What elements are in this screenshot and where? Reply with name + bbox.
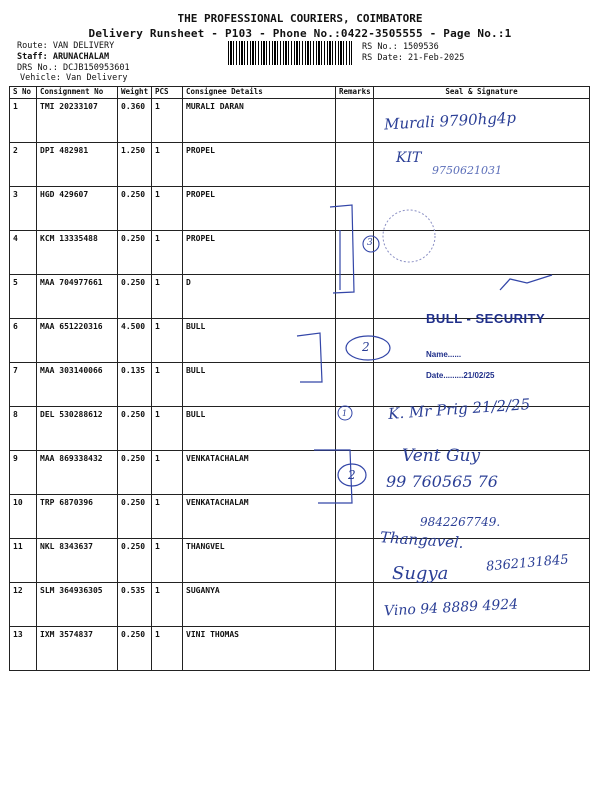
cell-sno: 4	[10, 231, 37, 275]
cell-weight: 0.135	[118, 363, 152, 407]
cell-consignment: MAA 704977661	[37, 275, 118, 319]
cell-consignee: VINI THOMAS	[183, 627, 336, 671]
cell-consignment: SLM 364936305	[37, 583, 118, 627]
cell-sno: 1	[10, 99, 37, 143]
cell-sno: 7	[10, 363, 37, 407]
table-row	[10, 627, 590, 671]
cell-weight: 0.535	[118, 583, 152, 627]
phone-row-11: 9842267749.	[420, 515, 501, 529]
table-row	[10, 451, 590, 495]
cell-remarks	[336, 99, 374, 143]
route-label: Route: VAN DELIVERY	[17, 41, 115, 51]
col-header-sno: S No	[10, 87, 37, 99]
col-header-consignee: Consignee Details	[183, 87, 336, 99]
signature-row-12: Sugya	[392, 563, 449, 584]
cell-consignment: NKL 8343637	[37, 539, 118, 583]
cell-consignee: PROPEL	[183, 143, 336, 187]
cell-consignee: PROPEL	[183, 187, 336, 231]
cell-sno: 5	[10, 275, 37, 319]
cell-weight: 0.250	[118, 627, 152, 671]
phone-row-2: 9750621031	[432, 164, 502, 177]
cell-consignment: DEL 530288612	[37, 407, 118, 451]
table-row	[10, 495, 590, 539]
cell-signature	[374, 627, 590, 671]
cell-weight: 0.250	[118, 539, 152, 583]
signature-row-11: Thangavel.	[379, 528, 465, 552]
cell-pcs: 1	[152, 539, 183, 583]
cell-pcs: 1	[152, 143, 183, 187]
cell-consignment: MAA 303140066	[37, 363, 118, 407]
cell-consignee: PROPEL	[183, 231, 336, 275]
cell-pcs: 1	[152, 363, 183, 407]
signature-row-8: K. Mr Prig 21/2/25	[387, 395, 531, 423]
cell-sno: 13	[10, 627, 37, 671]
phone-row-10: 99 760565 76	[386, 472, 498, 491]
cell-sno: 8	[10, 407, 37, 451]
table-row	[10, 187, 590, 231]
cell-pcs: 1	[152, 275, 183, 319]
table-row	[10, 143, 590, 187]
cell-weight: 0.250	[118, 495, 152, 539]
cell-remarks	[336, 187, 374, 231]
col-header-weight: Weight	[118, 87, 152, 99]
cell-pcs: 1	[152, 407, 183, 451]
cell-consignee: BULL	[183, 363, 336, 407]
rs-date: RS Date: 21-Feb-2025	[362, 53, 465, 63]
cell-consignment: MAA 651220316	[37, 319, 118, 363]
cell-pcs: 1	[152, 495, 183, 539]
cell-consignee: VENKATACHALAM	[183, 495, 336, 539]
table-row	[10, 231, 590, 275]
phone-row-12: 8362131845	[485, 552, 570, 575]
remark-mark-1: 1	[342, 409, 348, 418]
cell-consignment: HGD 429607	[37, 187, 118, 231]
cell-weight: 0.250	[118, 407, 152, 451]
cell-weight: 1.250	[118, 143, 152, 187]
signature-row-2: KIT	[396, 150, 422, 166]
cell-consignment: TMI 20233107	[37, 99, 118, 143]
cell-weight: 4.500	[118, 319, 152, 363]
cell-pcs: 1	[152, 99, 183, 143]
cell-consignee: BULL	[183, 407, 336, 451]
cell-pcs: 1	[152, 231, 183, 275]
signature-row-13: Vino 94 8889 4924	[383, 596, 519, 620]
cell-sno: 11	[10, 539, 37, 583]
cell-sno: 12	[10, 583, 37, 627]
remark-mark-3: 3	[367, 238, 373, 248]
cell-sno: 3	[10, 187, 37, 231]
runsheet-table	[9, 86, 590, 671]
remark-mark-2a: 2	[362, 340, 370, 354]
col-header-pcs: PCS	[152, 87, 183, 99]
cell-sno: 9	[10, 451, 37, 495]
cell-consignment: IXM 3574837	[37, 627, 118, 671]
cell-remarks	[336, 275, 374, 319]
bull-security-stamp: BULL - SECURITY	[426, 311, 546, 326]
cell-consignment: DPI 482981	[37, 143, 118, 187]
cell-consignment: TRP 6870396	[37, 495, 118, 539]
cell-consignee: BULL	[183, 319, 336, 363]
col-header-signature: Seal & Signature	[374, 87, 590, 99]
stamp-date-line: Date.........21/02/25	[426, 371, 495, 380]
cell-weight: 0.250	[118, 231, 152, 275]
stamp-name-line: Name......	[426, 350, 462, 359]
col-header-consignment: Consignment No	[37, 87, 118, 99]
cell-pcs: 1	[152, 187, 183, 231]
rs-number: RS No.: 1509536	[362, 42, 439, 52]
staff-label: Staff: ARUNACHALAM	[17, 52, 110, 62]
document-title: THE PROFESSIONAL COURIERS, COIMBATORE	[177, 12, 423, 25]
cell-remarks	[336, 495, 374, 539]
remark-mark-2b: 2	[348, 468, 356, 482]
cell-consignee: D	[183, 275, 336, 319]
cell-pcs: 1	[152, 627, 183, 671]
cell-remarks	[336, 539, 374, 583]
cell-weight: 0.250	[118, 451, 152, 495]
cell-consignee: MURALI DARAN	[183, 99, 336, 143]
cell-pcs: 1	[152, 451, 183, 495]
table-header-row	[10, 87, 590, 99]
cell-weight: 0.250	[118, 187, 152, 231]
cell-signature	[374, 187, 590, 231]
barcode	[228, 41, 352, 65]
signature-row-1: Murali 9790hg4p	[383, 108, 517, 134]
cell-signature	[374, 231, 590, 275]
cell-sno: 6	[10, 319, 37, 363]
cell-remarks	[336, 583, 374, 627]
cell-sno: 2	[10, 143, 37, 187]
col-header-remarks: Remarks	[336, 87, 374, 99]
cell-consignee: VENKATACHALAM	[183, 451, 336, 495]
cell-remarks	[336, 143, 374, 187]
cell-pcs: 1	[152, 583, 183, 627]
cell-consignee: THANGVEL	[183, 539, 336, 583]
cell-consignee: SUGANYA	[183, 583, 336, 627]
cell-pcs: 1	[152, 319, 183, 363]
vehicle-label: Vehicle: Van Delivery	[20, 73, 128, 83]
cell-remarks	[336, 627, 374, 671]
cell-sno: 10	[10, 495, 37, 539]
cell-weight: 0.360	[118, 99, 152, 143]
signature-row-9: Vent Guy	[402, 446, 481, 466]
cell-weight: 0.250	[118, 275, 152, 319]
runsheet-subtitle: Delivery Runsheet - P103 - Phone No.:0422-3505555 - Page No.:1	[88, 27, 512, 40]
cell-consignment: MAA 869338432	[37, 451, 118, 495]
cell-consignment: KCM 13335488	[37, 231, 118, 275]
drs-number: DRS No.: DCJB150953601	[17, 63, 130, 73]
cell-remarks	[336, 363, 374, 407]
